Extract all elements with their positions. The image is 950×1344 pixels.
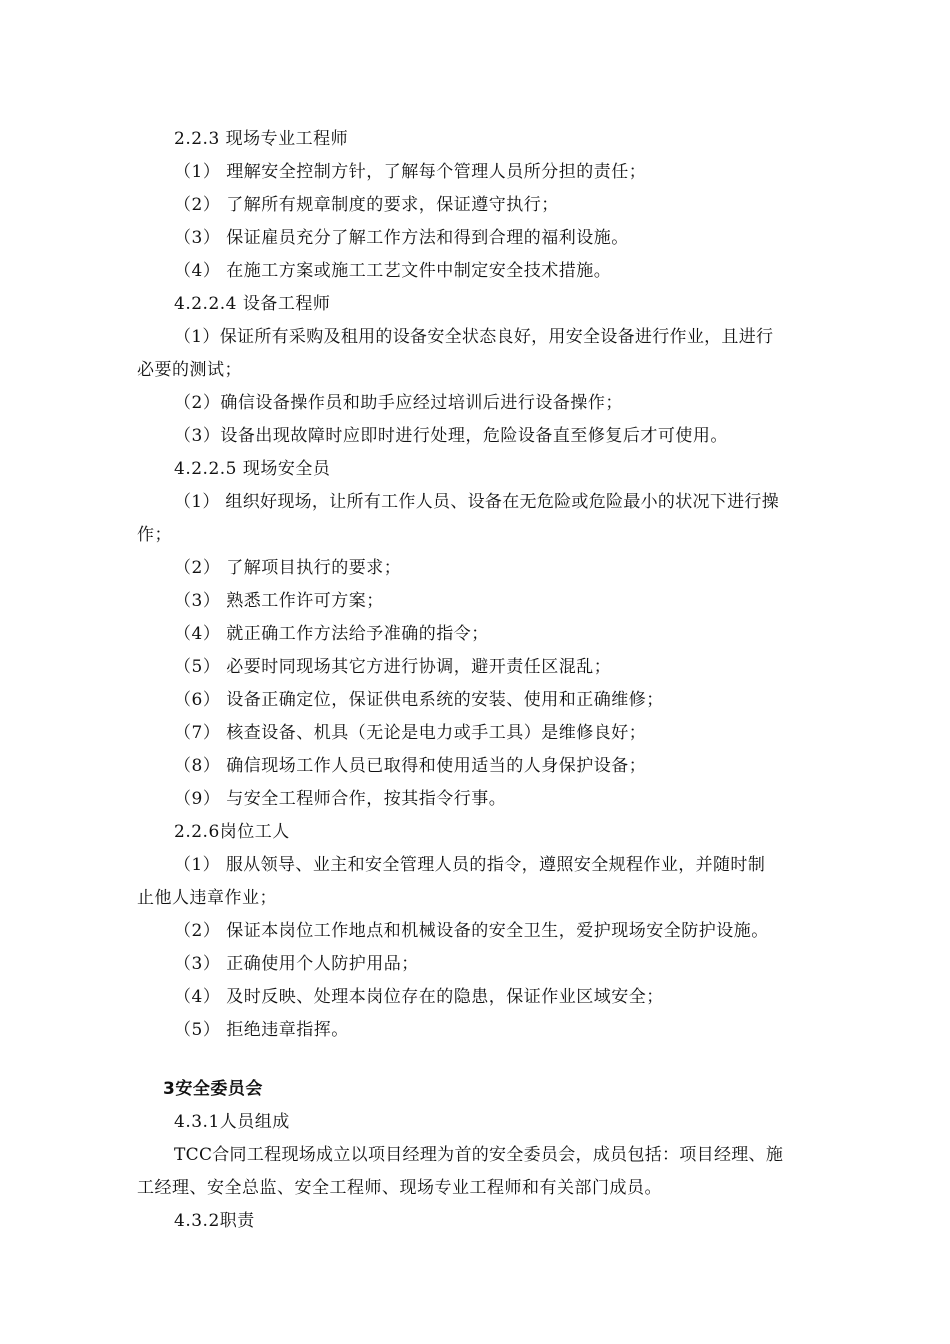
list-item: （4） 在施工方案或施工工艺文件中制定安全技术措施。: [174, 261, 612, 281]
section-heading-4-3-1: 4.3.1人员组成: [174, 1112, 290, 1132]
list-item: （3） 熟悉工作许可方案；: [174, 591, 384, 611]
list-item: （3） 正确使用个人防护用品；: [174, 954, 419, 974]
list-item: （2） 了解所有规章制度的要求，保证遵守执行；: [174, 195, 559, 215]
list-item: （2） 了解项目执行的要求；: [174, 558, 402, 578]
list-item: （1）保证所有采购及租用的设备安全状态良好，用安全设备进行作业，且进行: [174, 327, 774, 347]
list-item: （9） 与安全工程师合作，按其指令行事。: [174, 789, 507, 809]
list-item: （8） 确信现场工作人员已取得和使用适当的人身保护设备；: [174, 756, 647, 776]
section-heading-2-2-3: 2.2.3 现场专业工程师: [174, 129, 349, 149]
paragraph: TCC合同工程现场成立以项目经理为首的安全委员会，成员包括：项目经理、施: [174, 1145, 784, 1165]
section-heading-4-2-2-4: 4.2.2.4 设备工程师: [174, 294, 331, 314]
section-heading-2-2-6: 2.2.6岗位工人: [174, 822, 290, 842]
list-item: （6） 设备正确定位，保证供电系统的安装、使用和正确维修；: [174, 690, 664, 710]
list-item-continuation: 作；: [137, 525, 172, 545]
list-item: （1） 理解安全控制方针，了解每个管理人员所分担的责任；: [174, 162, 647, 182]
list-item: （4） 就正确工作方法给予准确的指令；: [174, 624, 489, 644]
list-item-continuation: 必要的测试；: [137, 360, 242, 380]
list-item: （5） 必要时同现场其它方进行协调，避开责任区混乱；: [174, 657, 612, 677]
list-item: （7） 核查设备、机具（无论是电力或手工具）是维修良好；: [174, 723, 647, 743]
list-item: （5） 拒绝违章指挥。: [174, 1020, 349, 1040]
paragraph-continuation: 工经理、安全总监、安全工程师、现场专业工程师和有关部门成员。: [137, 1178, 662, 1198]
chapter-heading-3: 3安全委员会: [163, 1079, 263, 1099]
list-item: （1） 组织好现场，让所有工作人员、设备在无危险或危险最小的状况下进行操: [174, 492, 780, 512]
list-item: （2）确信设备操作员和助手应经过培训后进行设备操作；: [174, 393, 623, 413]
list-item: （3） 保证雇员充分了解工作方法和得到合理的福利设施。: [174, 228, 629, 248]
list-item-continuation: 止他人违章作业；: [137, 888, 277, 908]
list-item: （3）设备出现故障时应即时进行处理，危险设备直至修复后才可使用。: [174, 426, 728, 446]
list-item: （4） 及时反映、处理本岗位存在的隐患，保证作业区域安全；: [174, 987, 664, 1007]
section-heading-4-2-2-5: 4.2.2.5 现场安全员: [174, 459, 331, 479]
list-item: （1） 服从领导、业主和安全管理人员的指令，遵照安全规程作业，并随时制: [174, 855, 766, 875]
list-item: （2） 保证本岗位工作地点和机械设备的安全卫生，爱护现场安全防护设施。: [174, 921, 769, 941]
section-heading-4-3-2: 4.3.2职责: [174, 1211, 255, 1231]
